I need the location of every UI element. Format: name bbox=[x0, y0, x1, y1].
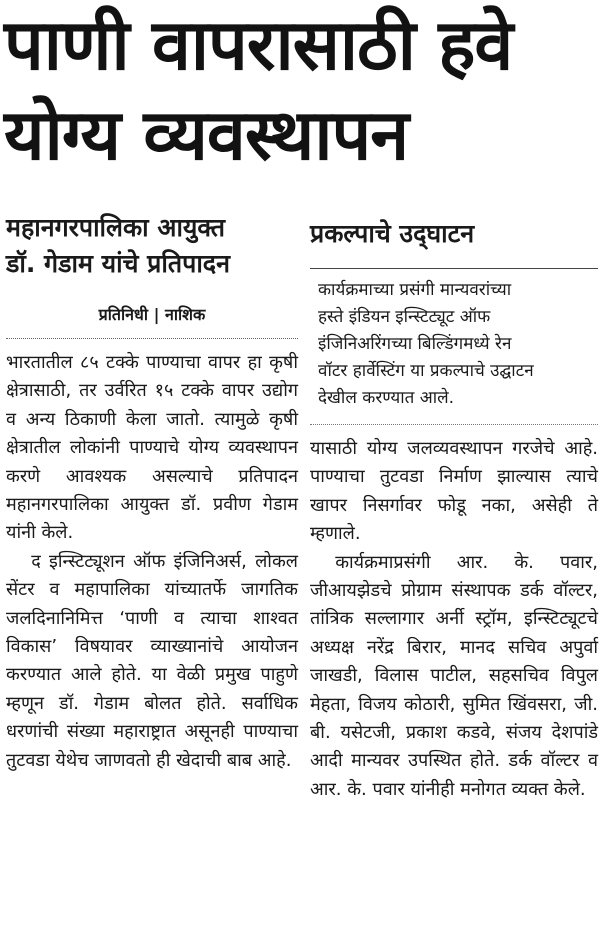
sidebar-line-5: देखील करण्यात आले. bbox=[318, 388, 455, 408]
subheadline-line-1: महानगरपालिका आयुक्त bbox=[6, 213, 226, 242]
left-paragraph-2: द इन्स्टिट्यूशन ऑफ इंजिनिअर्स, लोकल सेंटर व महापालिका यांच्यातर्फे जागतिक जलदिनानिमित्त ‘पाणी व त्याचा शाश्वत विकास’ विषयावर व्याख्यानांचे आयोजन करण्यात आले होते. या वेळी प्रमुख पाहुणे म्हणून डॉ. गेडाम बोलत होते. सर्वाधिक धरणांची संख्या महाराष्ट्रात असूनही पाण्याचा तुटवडा येथेच जाणवतो ही खेदाची बाब आहे. bbox=[6, 550, 298, 771]
sidebar-line-3: इंजिनिअरिंगच्या बिल्डिंगमध्ये रेन bbox=[318, 334, 512, 354]
headline bbox=[4, 0, 596, 180]
right-body bbox=[310, 435, 598, 804]
sidebar-bottom-rule bbox=[310, 424, 598, 425]
sidebar-kicker: प्रकल्पाचे उद्‌घाटन bbox=[310, 219, 475, 248]
subheadline-line-2: डॉ. गेडाम यांचे प्रतिपादन bbox=[6, 249, 230, 278]
subheadline bbox=[6, 210, 298, 282]
right-column bbox=[310, 214, 598, 804]
headline-line-1: पाणी वापरासाठी हवे bbox=[4, 4, 513, 86]
sidebar-line-1: कार्यक्रमाच्या प्रसंगी मान्यवरांच्या bbox=[318, 280, 512, 300]
byline: प्रतिनिधी | नाशिक bbox=[98, 305, 206, 324]
byline-divider bbox=[6, 338, 298, 339]
sidebar-box bbox=[310, 277, 598, 412]
sidebar-line-2: हस्ते इंडियन इन्स्टिट्यूट ऑफ bbox=[318, 307, 491, 327]
left-column bbox=[6, 210, 298, 775]
right-paragraph-1: यासाठी योग्य जलव्यवस्थापन गरजेचे आहे. पाण्याचा तुटवडा निर्माण झाल्यास त्याचे खापर निसर्गावर फोडू नका, असेही ते म्हणाले. bbox=[310, 438, 598, 545]
left-paragraph-1: भारतातील ८५ टक्के पाण्याचा वापर हा कृषी क्षेत्रासाठी, तर उर्वरित १५ टक्के वापर उद्योग व अन्य ठिकाणी केला जातो. त्यामुळे कृषी क्षेत्रातील लोकांनी पाण्याचे योग्य व्यवस्थापन करणे आवश्यक असल्याचे प्रतिपादन महानगरपालिका आयुक्त डॉ. प्रवीण गेडाम यांनी केले. bbox=[6, 352, 298, 544]
headline-line-2: योग्य व्यवस्थापन bbox=[4, 94, 409, 176]
sidebar-line-4: वॉटर हार्वेस्टिंग या प्रकल्पाचे उद्घाटन bbox=[318, 361, 534, 381]
sidebar-top-rule bbox=[310, 268, 598, 269]
right-paragraph-2: कार्यक्रमाप्रसंगी आर. के. पवार, जीआयझेडचे प्रोग्राम संस्थापक डर्क वॉल्टर, तांत्रिक सल्लागार अर्नी स्ट्रॉम, इन्स्टिट्यूटचे अध्यक्ष नरेंद्र बिरार, मानद सचिव अपुर्वा जाखडी, विलास पाटील, सहसचिव विपुल मेहता, विजय कोठारी, सुमित खिंवसरा, जी. बी. यसेटजी, प्रकाश कडवे, संजय देशपांडे आदी मान्यवर उपस्थित होते. डर्क वॉल्टर व आर. के. पवार यांनीही मनोगत व्यक्त केले. bbox=[310, 551, 598, 800]
left-body bbox=[6, 349, 298, 775]
